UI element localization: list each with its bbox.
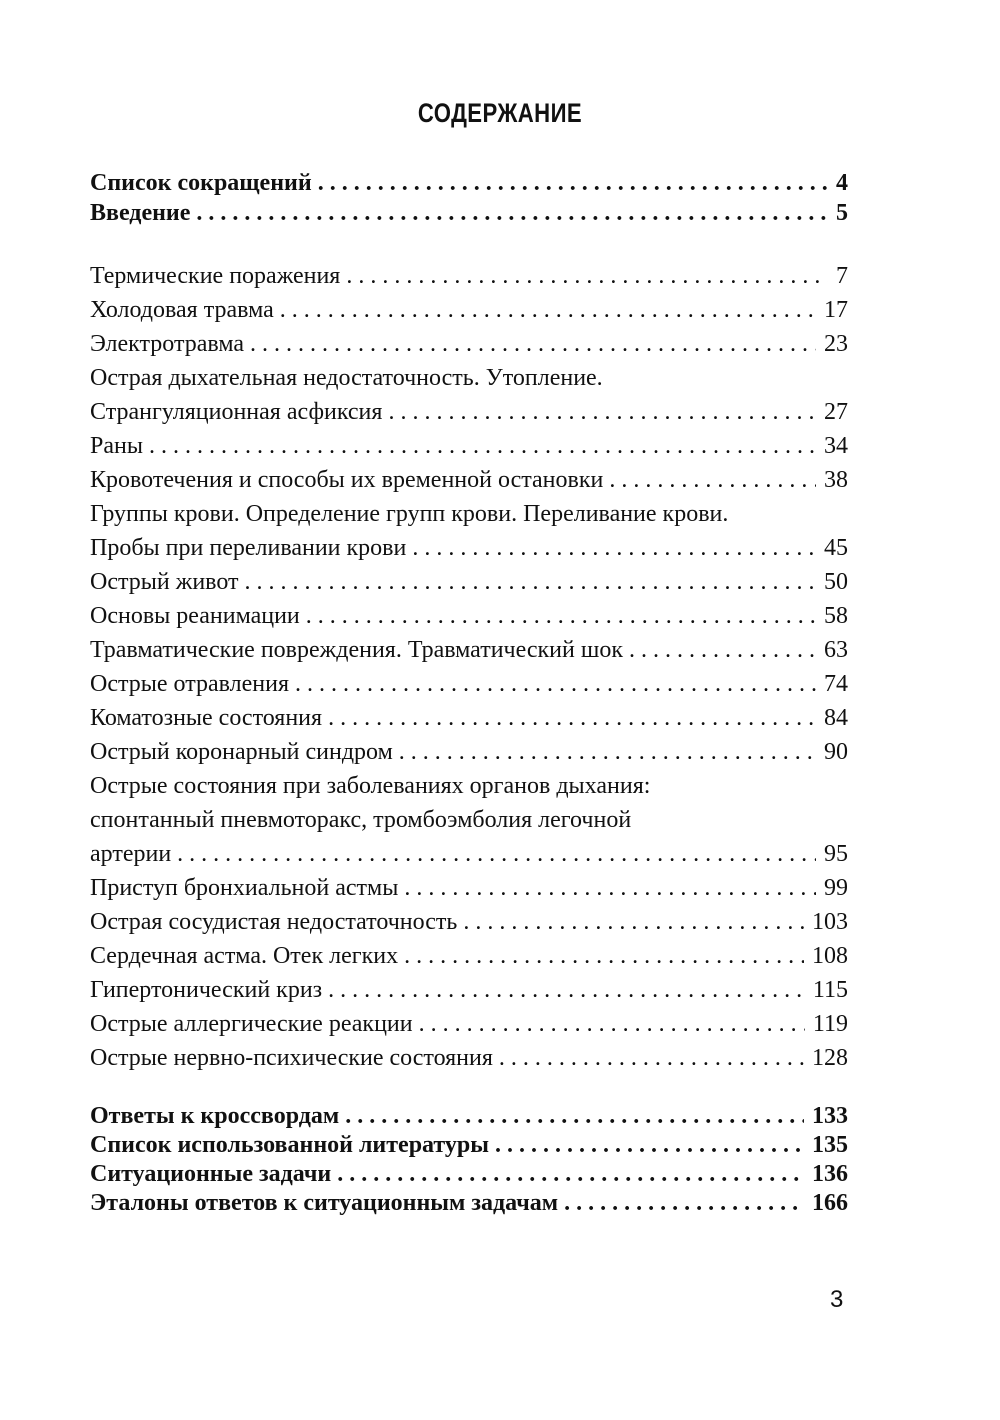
toc-entry — [90, 869, 848, 903]
toc-entry-page: 108 — [812, 943, 848, 969]
toc-entry-title: Острая сосудистая недостаточность — [90, 909, 458, 935]
toc-entry-title: Приступ бронхиальной астмы — [90, 875, 399, 901]
toc-entry-title: спонтанный пневмоторакс, тромбоэмболия легочной — [90, 807, 632, 833]
toc-entry — [90, 1039, 848, 1073]
dot-leader — [245, 567, 817, 597]
toc-entry — [90, 597, 848, 631]
toc-entry-title: Травматические повреждения. Травматический шок — [90, 637, 624, 663]
toc-entry — [90, 699, 848, 733]
dot-leader — [306, 601, 816, 631]
toc-entry — [90, 903, 848, 937]
dot-leader — [328, 975, 805, 1005]
toc-entry — [90, 495, 848, 529]
dot-leader — [404, 941, 804, 971]
toc-entry-title: Список использованной литературы — [90, 1132, 489, 1158]
dot-leader — [412, 533, 816, 563]
dot-leader — [463, 907, 804, 937]
toc-entry-title: Пробы при переливании крови — [90, 535, 407, 561]
dot-leader — [295, 669, 816, 699]
toc-entry-page: 50 — [824, 569, 848, 595]
toc-entry-title: артерии — [90, 841, 172, 867]
toc-entry-page: 166 — [812, 1190, 848, 1216]
toc-entry — [90, 1005, 848, 1039]
toc-entry-page: 90 — [824, 739, 848, 765]
toc-entry-title: Ситуационные задачи — [90, 1161, 332, 1187]
toc-entry — [90, 767, 848, 801]
toc-entry-page: 38 — [824, 467, 848, 493]
toc-entry-page: 99 — [824, 875, 848, 901]
toc-entry — [90, 164, 848, 198]
toc-entry-title: Острые отравления — [90, 671, 290, 697]
toc-entry-page: 115 — [812, 977, 848, 1003]
toc-entry-title: Кровотечения и способы их временной остановки — [90, 467, 604, 493]
toc-entry — [90, 801, 848, 835]
toc-entry-title: Острый коронарный синдром — [90, 739, 393, 765]
toc-entry-title: Острые состояния при заболеваниях органов дыхания: — [90, 773, 651, 799]
toc-entry-title: Холодовая травма — [90, 297, 274, 323]
toc-entry — [90, 461, 848, 495]
toc-entry-page: 7 — [836, 263, 848, 289]
toc-entry — [90, 835, 848, 869]
toc-entry-title: Острый живот — [90, 569, 239, 595]
toc-entry-page: 135 — [812, 1132, 848, 1158]
page-number: 3 — [830, 1286, 844, 1313]
dot-leader — [388, 397, 816, 427]
toc-entry-title: Коматозные состояния — [90, 705, 323, 731]
toc-entry-title: Гипертонический криз — [90, 977, 323, 1003]
dot-leader — [564, 1188, 804, 1218]
dot-leader — [346, 261, 828, 291]
toc-entry-title: Раны — [90, 433, 143, 459]
toc-entry-page: 4 — [836, 170, 848, 196]
toc-entry — [90, 563, 848, 597]
toc-entry-page: 119 — [812, 1011, 848, 1037]
toc-entry — [90, 325, 848, 359]
toc-entry-page: 17 — [824, 297, 848, 323]
dot-leader — [629, 635, 816, 665]
toc-entry — [90, 194, 848, 228]
dot-leader — [419, 1009, 805, 1039]
toc-entry — [90, 359, 848, 393]
dot-leader — [328, 703, 816, 733]
toc-entry-page: 84 — [824, 705, 848, 731]
toc-entry-title: Электротравма — [90, 331, 244, 357]
toc-entry-page: 27 — [824, 399, 848, 425]
toc-entry — [90, 291, 848, 325]
dot-leader — [177, 839, 816, 869]
dot-leader — [499, 1043, 804, 1073]
toc-entry-title: Сердечная астма. Отек легких — [90, 943, 399, 969]
toc-entry-title: Острые нервно-психические состояния — [90, 1045, 493, 1071]
dot-leader — [280, 295, 816, 325]
toc-entry-title: Ответы к кроссвордам — [90, 1103, 340, 1129]
toc-entry-page: 5 — [836, 200, 848, 226]
toc-entry-page: 23 — [824, 331, 848, 357]
toc-entry-title: Эталоны ответов к ситуационным задачам — [90, 1190, 559, 1216]
toc-entry-page: 133 — [812, 1103, 848, 1129]
toc-entry-title: Странгуляционная асфиксия — [90, 399, 383, 425]
toc-entry-title: Термические поражения — [90, 263, 341, 289]
toc-entry-title: Основы реанимации — [90, 603, 300, 629]
toc-entry — [90, 971, 848, 1005]
dot-leader — [250, 329, 816, 359]
dot-leader — [404, 873, 816, 903]
toc-entry-title: Острые аллергические реакции — [90, 1011, 413, 1037]
page-title: СОДЕРЖАНИЕ — [417, 98, 583, 128]
dot-leader — [149, 431, 816, 461]
toc-entry-page: 34 — [824, 433, 848, 459]
dot-leader — [196, 198, 828, 228]
toc-entry-page: 63 — [824, 637, 848, 663]
toc-entry — [90, 665, 848, 699]
toc-entry — [90, 257, 848, 291]
toc-entry — [90, 631, 848, 665]
toc-entry-title: Группы крови. Определение групп крови. Переливание крови. — [90, 501, 729, 527]
toc-entry-title: Список сокращений — [90, 170, 312, 196]
dot-leader — [609, 465, 816, 495]
toc-entry-page: 45 — [824, 535, 848, 561]
toc-entry — [90, 1184, 848, 1218]
toc-entry — [90, 733, 848, 767]
dot-leader — [399, 737, 816, 767]
toc-entry — [90, 427, 848, 461]
toc-entry — [90, 393, 848, 427]
toc-entry — [90, 937, 848, 971]
toc-entry-page: 103 — [812, 909, 848, 935]
toc-entry — [90, 529, 848, 563]
toc-entry-page: 136 — [812, 1161, 848, 1187]
toc-entry-page: 95 — [824, 841, 848, 867]
toc-entry-title: Острая дыхательная недостаточность. Утопление. — [90, 365, 603, 391]
toc-entry-page: 128 — [812, 1045, 848, 1071]
toc-entry-page: 74 — [824, 671, 848, 697]
toc-entry-title: Введение — [90, 200, 191, 226]
toc-entry-page: 58 — [824, 603, 848, 629]
